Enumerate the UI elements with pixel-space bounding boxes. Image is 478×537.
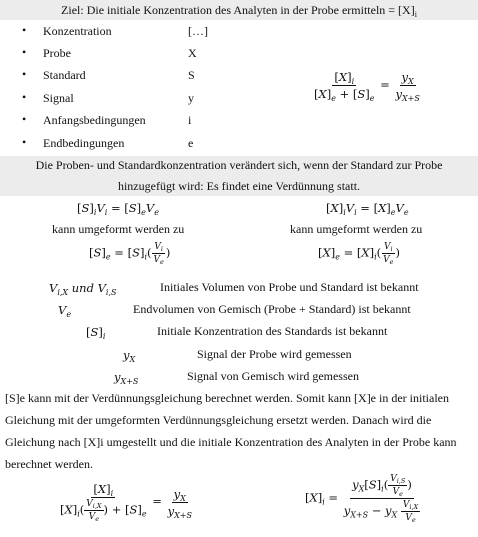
- paragraph-line: [S]e kann mit der Verdünnungsgleichung berechnet werden. Somit kann [X]e in der initialen: [5, 391, 449, 405]
- definition-text: Signal von Gemisch wird gemessen: [187, 369, 359, 383]
- definition-text: Signal der Probe wird gemessen: [197, 347, 352, 361]
- bullet-icon: •: [22, 90, 27, 104]
- initial-equation: $\frac{[X]_i}{[X]_e + [S]_e}$ = $\frac{y_X}{y_{X+S}}$: [314, 70, 420, 103]
- rearranged-equation-standard: $[S]_e = [S]_i$( $\frac{V_i}{V_e}$ ): [89, 242, 171, 266]
- rearranged-equation-sample: $[X]_e = [X]_i$( $\frac{V_i}{V_e}$ ): [318, 242, 400, 266]
- bullet-icon: •: [22, 45, 27, 59]
- dilution-text-line: Die Proben- und Standardkonzentration verändert sich, wenn der Standard zur Probe: [35, 158, 443, 172]
- dilution-equation-sample: $[X]_iV_i = [X]_eV_e$: [326, 201, 409, 217]
- bullet-icon: •: [22, 135, 27, 149]
- bullet-icon: •: [22, 67, 27, 81]
- definition-text: Endvolumen von Gemisch (Probe + Standard) ist bekannt: [133, 302, 411, 316]
- definition-symbol: $V_e$: [58, 303, 72, 319]
- goal-heading: Ziel: Die initiale Konzentration des Analyten in der Probe ermitteln = $[X]_i$: [61, 3, 417, 19]
- paragraph-line: Gleichung mit der umgeformten Verdünnungsgleichung ersetzt werden. Danach wird die: [5, 413, 432, 427]
- definition-symbol: $[S]_i$: [86, 325, 106, 341]
- rearrange-label: kann umgeformt werden zu: [52, 222, 185, 236]
- definition-text: Initiales Volumen von Probe und Standard ist bekannt: [160, 280, 419, 294]
- bullet-icon: •: [22, 23, 27, 37]
- definition-symbol: $V_{i,X}$ und $V_{i,S}$: [49, 281, 117, 297]
- combined-equation: $[X]_i$ $[X]_i$( $\frac{V_{i,X}}{V_e}$ ) + $[S]_e$ = $\frac{y_X}{y_{X+S}}$: [60, 482, 192, 523]
- bullet-icon: •: [22, 112, 27, 126]
- paragraph-line: Gleichung nach [X]i umgestellt und die initiale Konzentration des Analyten in der Probe kann: [5, 435, 457, 449]
- final-equation: $[X]_i$ = $y_X[S]_i$( $\frac{V_{i,S}}{V_e}$ ) $y_{X+S} - y_X$ $\frac{V_{i,X}}{V_e}$: [305, 474, 419, 524]
- paragraph-line: berechnet werden.: [5, 457, 93, 471]
- dilution-text-line: hinzugefügt wird: Es findet eine Verdünnung statt.: [117, 179, 361, 193]
- document-page: Ziel: Die initiale Konzentration des Analyten in der Probe ermitteln = $[X]_i$ • Konzentration […] • Probe X • Standard S • Signal y • Anfangsbedingungen i • Endbedingungen e $\frac{[X]_i}{[X]_e + [S]_e}$ = $\frac{y_X}{y_{X+S}}$ Die Proben- und Standardkonzentration verändert sich, wenn der Standard zur Probe hinzugefügt wird: Es findet eine Verdünnung statt. $[S]_iV_i = [S]_eV_e$ $[X]_iV_i = [X]_eV_e$ kann umgeformt werden zu kann umgeformt werden zu $[S]_e = [S]_i$( $\frac{V_i}{V_e}$ ) $[X]_e = [X]_i$( $\frac{V_i}{V_e}$ ) $V_{i,X}$ und $V_{i,S}$ Initiales Volumen von Probe und Standard ist bekannt $V_e$ Endvolumen von Gemisch (Probe + Standard) ist bekannt $[S]_i$ Initiale Konzentration des Standards ist bekannt $y_X$ Signal der Probe wird gemessen $y_{X+S}$ Signal von Gemisch wird gemessen [S]e kann mit der Verdünnungsgleichung berechnet werden. Somit kann [X]e in der initialen Gleichung mit der umgeformten Verdünnungsgleichung ersetzt werden. Danach wird die Gleichung nach [X]i umgestellt und die initiale Konzentration des Analyten in der Probe kann berechnet werden. $[X]_i$ $[X]_i$( $\frac{V_{i,X}}{V_e}$ ) + $[S]_e$ = $\frac{y_X}{y_{X+S}}$ $[X]_i$ = $y_X[S]_i$( $\frac{V_{i,S}}{V_e}$ ) $y_{X+S} - y_X$ $\frac{V_{i,X}}{V_e}$: [0, 0, 478, 537]
- definition-symbol: $y_{X+S}$: [114, 370, 139, 386]
- rearrange-label: kann umgeformt werden zu: [290, 222, 423, 236]
- dilution-equation-standard: $[S]_iV_i = [S]_eV_e$: [77, 201, 159, 217]
- definition-symbol: $y_X$: [123, 348, 136, 364]
- definition-text: Initiale Konzentration des Standards ist bekannt: [157, 324, 388, 338]
